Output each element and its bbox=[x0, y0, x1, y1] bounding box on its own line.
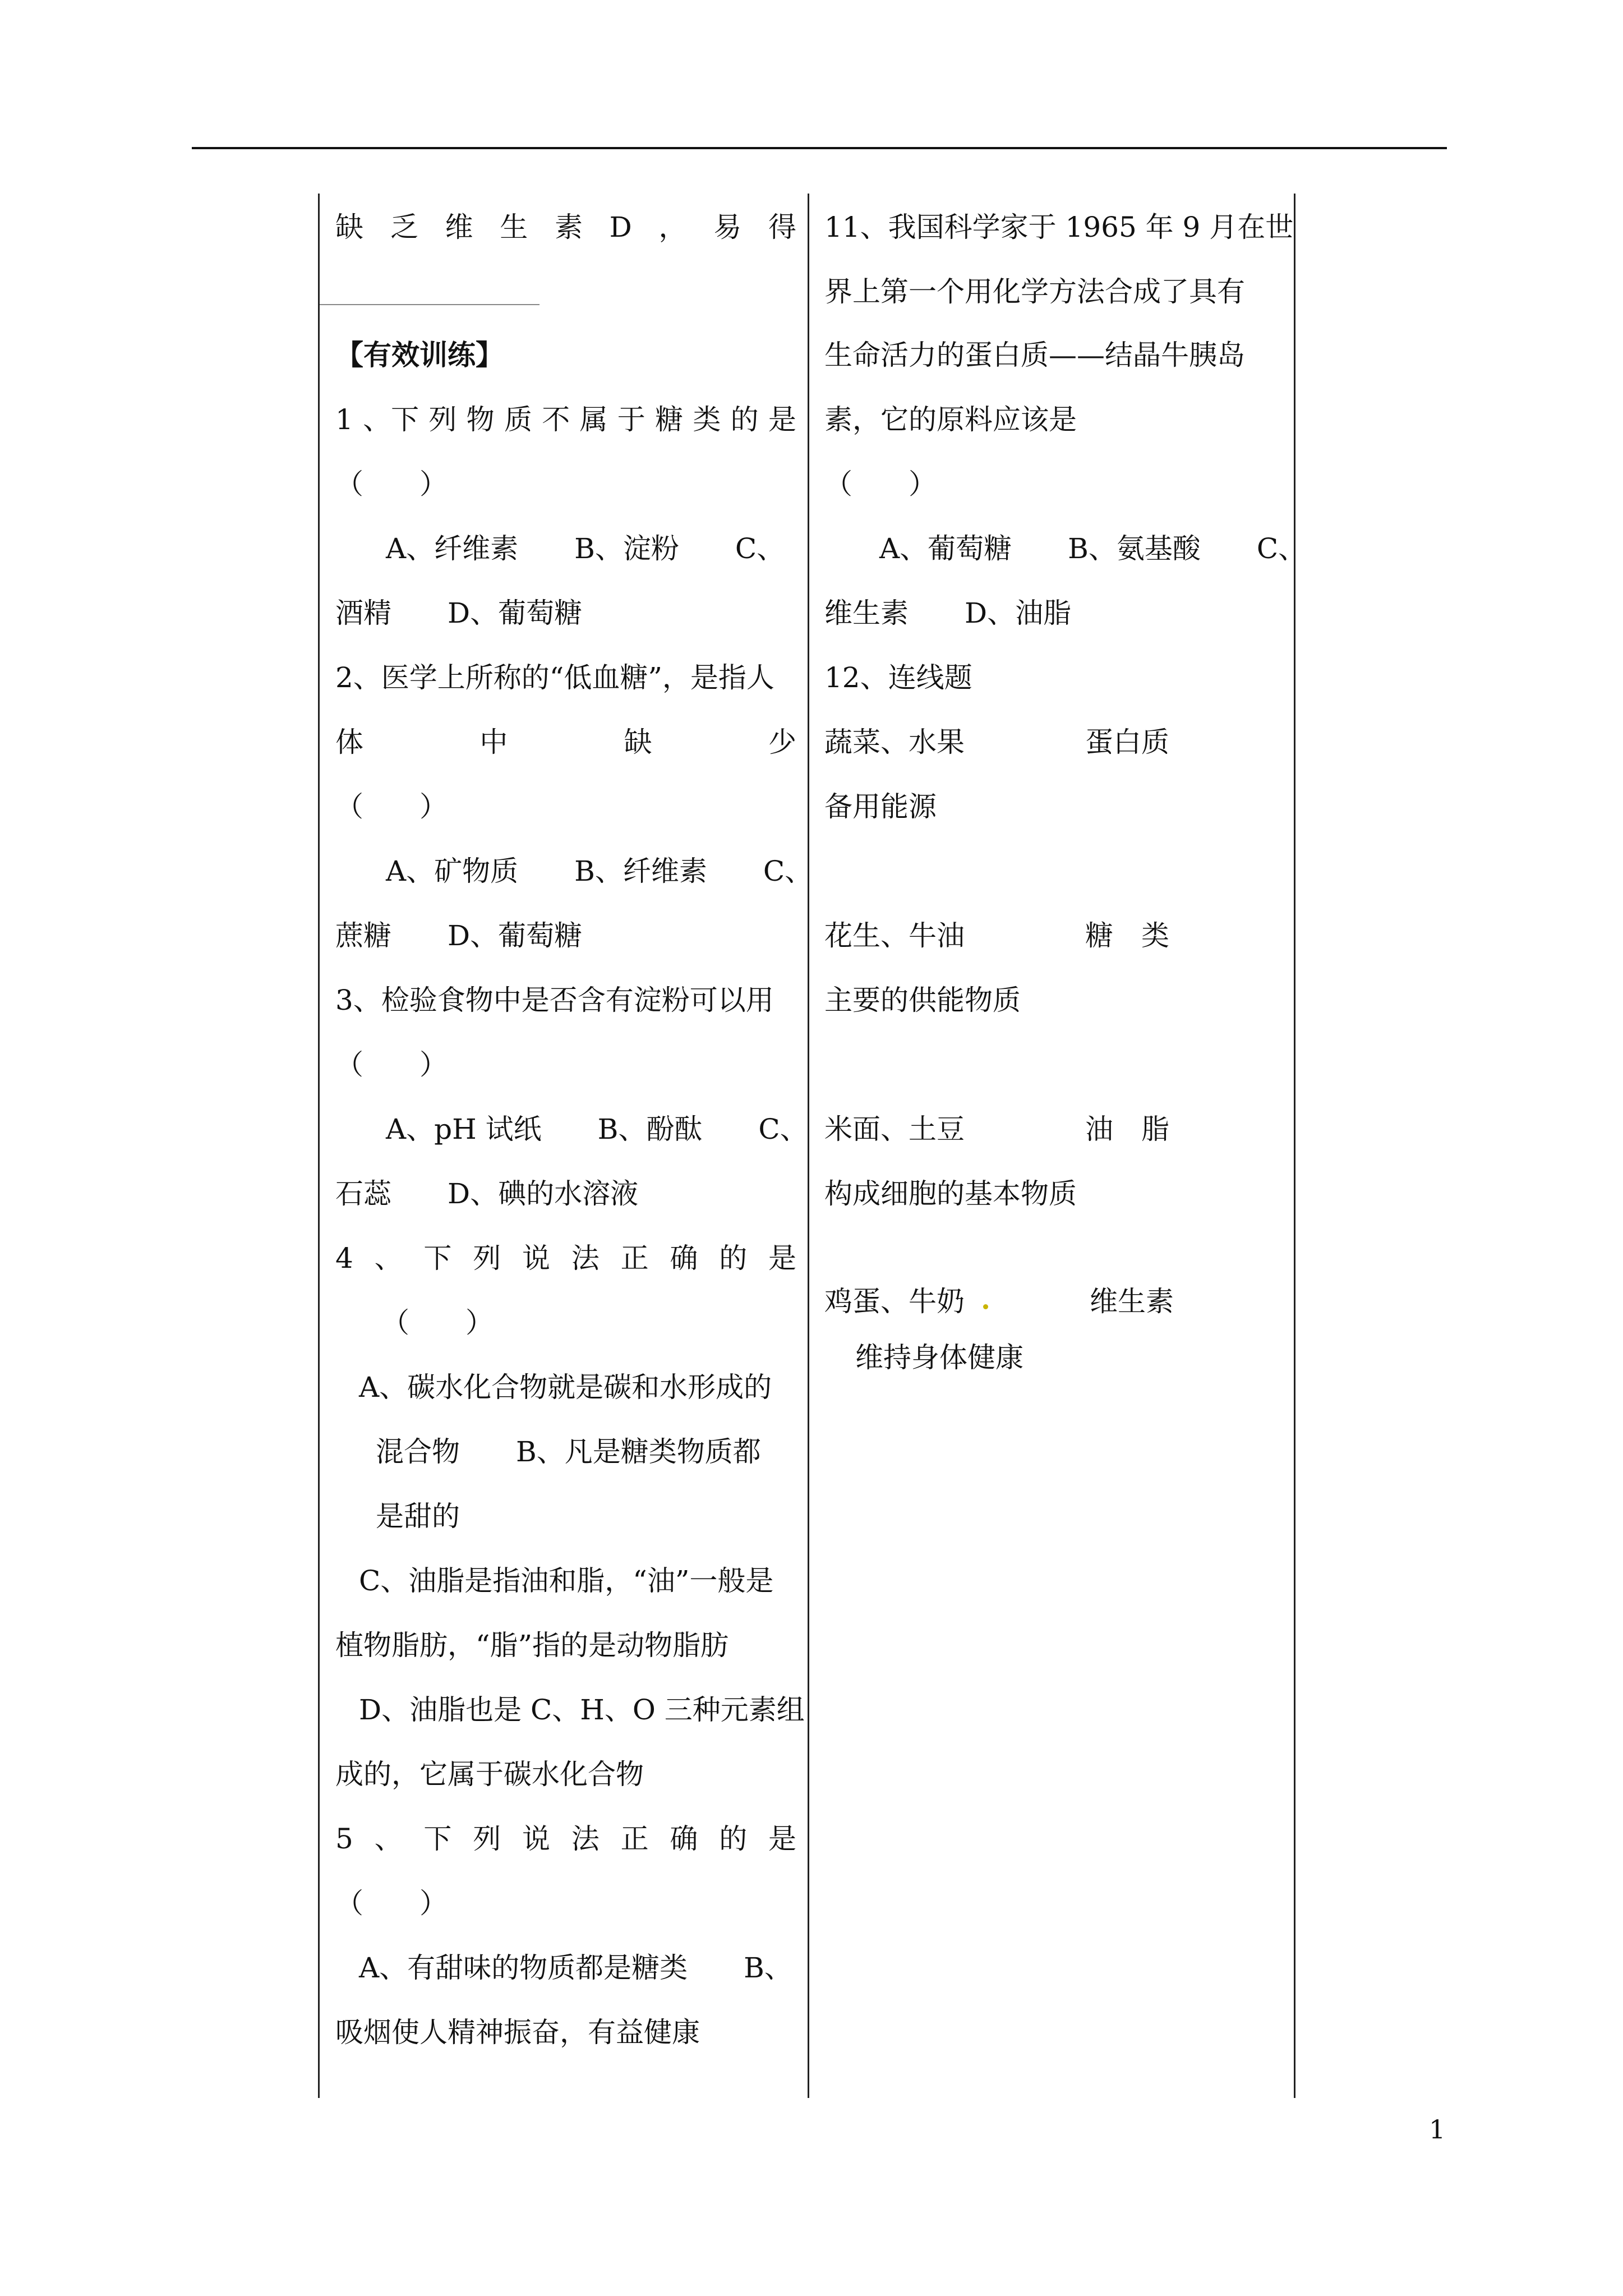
options-line: C、油脂是指油和脂，“油”一般是 bbox=[359, 1565, 774, 1597]
answer-paren: （ ） bbox=[381, 1306, 494, 1339]
section-heading: 【有效训练】 bbox=[335, 338, 504, 371]
options-line: 成的，它属于碳水化合物 bbox=[335, 1758, 644, 1791]
match-role: 维持身体健康 bbox=[855, 1341, 1023, 1374]
options-line: 是甜的 bbox=[376, 1500, 460, 1533]
answer-paren: （ ） bbox=[335, 790, 448, 823]
header-rule bbox=[192, 147, 1447, 149]
answer-paren: （ ） bbox=[335, 1048, 448, 1081]
question-3: 3、检验食物中是否含有淀粉可以用 bbox=[335, 984, 774, 1016]
text-line: 缺 乏 维 生 素 D ， 易 得 bbox=[335, 211, 796, 243]
options-line: A、pH 试纸 B、酚酞 C、 bbox=[386, 1113, 808, 1145]
options-line: 石蕊 D、碘的水溶液 bbox=[335, 1177, 639, 1210]
match-role: 构成细胞的基本物质 bbox=[824, 1177, 1077, 1210]
options-line: A、纤维素 B、淀粉 C、 bbox=[386, 532, 785, 565]
match-food: 鸡蛋、牛奶 bbox=[824, 1285, 965, 1318]
options-line: A、葡萄糖 B、氨基酸 C、 bbox=[879, 532, 1307, 565]
match-food: 米面、土豆 bbox=[824, 1113, 965, 1145]
match-food: 花生、牛油 bbox=[824, 919, 965, 952]
match-role: 主要的供能物质 bbox=[824, 984, 1021, 1016]
question-11: 11、我国科学家于 1965 年 9 月在世 bbox=[824, 211, 1294, 243]
options-line: D、油脂也是 C、H、O 三种元素组 bbox=[359, 1694, 805, 1726]
question-5: 5 、 下 列 说 法 正 确 的 是 bbox=[335, 1823, 796, 1855]
question-1: 1 、下 列 物 质 不 属 于 糖 类 的 是 bbox=[335, 403, 796, 436]
question-11-cont: 生命活力的蛋白质——结晶牛胰岛 bbox=[824, 339, 1245, 371]
options-line: 吸烟使人精神振奋，有益健康 bbox=[335, 2016, 700, 2049]
options-line: A、有甜味的物质都是糖类 B、 bbox=[359, 1952, 792, 1984]
options-line: 蔗糖 D、葡萄糖 bbox=[335, 919, 583, 952]
answer-paren: （ ） bbox=[335, 1887, 448, 1920]
options-line: A、矿物质 B、纤维素 C、 bbox=[386, 855, 813, 887]
ink-speck bbox=[983, 1304, 988, 1309]
answer-blank bbox=[320, 304, 540, 305]
question-4: 4 、 下 列 说 法 正 确 的 是 bbox=[335, 1242, 796, 1274]
match-nutrient: 糖 类 bbox=[1085, 919, 1169, 952]
question-11-cont: 界上第一个用化学方法合成了具有 bbox=[824, 275, 1245, 308]
table-border-left bbox=[318, 194, 320, 2098]
match-nutrient: 蛋白质 bbox=[1085, 726, 1169, 758]
match-role: 备用能源 bbox=[824, 790, 937, 823]
page-number: 1 bbox=[1429, 2114, 1446, 2145]
answer-paren: （ ） bbox=[824, 468, 937, 500]
match-food: 蔬菜、水果 bbox=[824, 726, 965, 758]
match-nutrient: 维生素 bbox=[1090, 1285, 1174, 1318]
question-12: 12、连线题 bbox=[824, 661, 972, 694]
question-2-cont: 体 中 缺 少 bbox=[335, 726, 796, 758]
options-line: 植物脂肪，“脂”指的是动物脂肪 bbox=[335, 1629, 729, 1662]
options-line: 混合物 B、凡是糖类物质都 bbox=[376, 1435, 761, 1468]
options-line: A、碳水化合物就是碳和水形成的 bbox=[359, 1371, 772, 1404]
options-line: 酒精 D、葡萄糖 bbox=[335, 597, 583, 629]
question-2: 2、医学上所称的“低血糖”，是指人 bbox=[335, 661, 774, 694]
answer-paren: （ ） bbox=[335, 468, 448, 500]
table-border-right bbox=[1294, 194, 1295, 2098]
options-line: 维生素 D、油脂 bbox=[824, 597, 1072, 629]
match-nutrient: 油 脂 bbox=[1085, 1113, 1169, 1145]
question-11-cont: 素，它的原料应该是 bbox=[824, 403, 1077, 436]
